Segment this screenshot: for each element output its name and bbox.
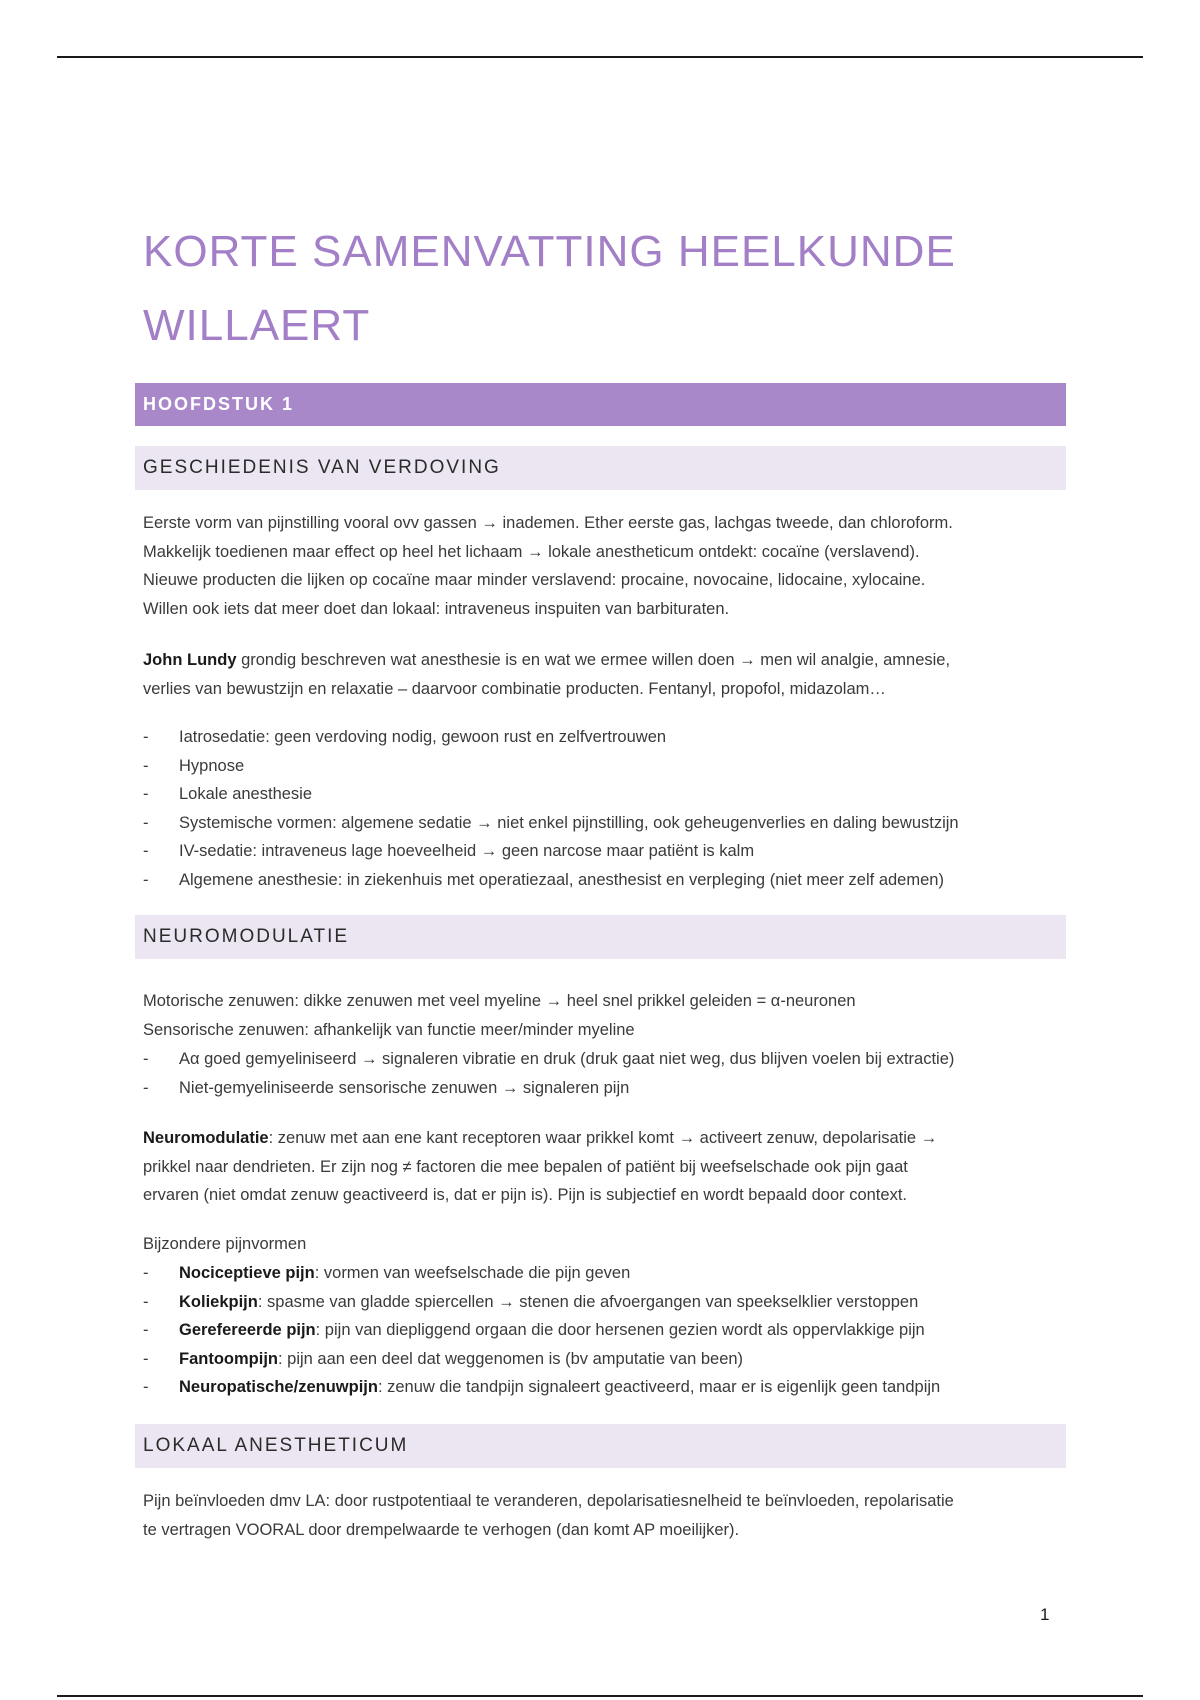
pain-term: Fantoompijn bbox=[179, 1349, 278, 1368]
text-line: Motorische zenuwen: dikke zenuwen met veel myeline → heel snel prikkel geleiden = α-neuronen bbox=[143, 992, 856, 1010]
text-line: Pijn beïnvloeden dmv LA: door rustpotentiaal te veranderen, depolarisatiesnelheid te beïnvloeden, repolarisatie bbox=[143, 1492, 954, 1510]
lokaal-paragraph bbox=[143, 1487, 1068, 1544]
text-line: Makkelijk toedienen maar effect op heel het lichaam → lokale anestheticum ontdekt: cocaïne (verslavend). bbox=[143, 542, 920, 561]
header-rule bbox=[57, 56, 1143, 58]
text-line: grondig beschreven wat anesthesie is en wat we ermee willen doen → men wil analgie, amnesie, bbox=[236, 651, 951, 669]
text-line: Sensorische zenuwen: afhankelijk van functie meer/minder myeline bbox=[143, 1020, 635, 1039]
lundy-paragraph bbox=[143, 646, 1068, 703]
pain-term: Gerefereerde pijn bbox=[179, 1321, 316, 1339]
list-item bbox=[143, 1373, 1073, 1402]
pain-description: : vormen van weefselschade die pijn geven bbox=[314, 1264, 631, 1282]
pain-description: : pijn van diepliggend orgaan die door hersenen gezien wordt als oppervlakkige pijn bbox=[315, 1321, 925, 1339]
list-item: - IV-sedatie: intraveneus lage hoeveelheid → geen narcose maar patiënt is kalm bbox=[143, 837, 1073, 866]
nerve-intro-paragraph bbox=[143, 987, 1068, 1044]
text-line: : zenuw met aan ene kant receptoren waar prikkel komt → activeert zenuw, depolarisatie → bbox=[268, 1129, 938, 1147]
text-line: verlies van bewustzijn en relaxatie – daarvoor combinatie producten. Fentanyl, propofol, midazolam… bbox=[143, 679, 886, 698]
list-item: - Hypnose bbox=[143, 752, 1073, 781]
list-item: - Lokale anesthesie bbox=[143, 780, 1073, 809]
pain-forms-list bbox=[143, 1259, 1073, 1402]
page-number: 1 bbox=[1040, 1605, 1050, 1624]
nerve-list bbox=[143, 1045, 1073, 1102]
definition-term: Neuromodulatie bbox=[143, 1129, 269, 1147]
pain-description: : spasme van gladde spiercellen → stenen die afvoergangen van speekselklier verstoppen bbox=[257, 1292, 919, 1311]
list-item: - Iatrosedatie: geen verdoving nodig, gewoon rust en zelfvertrouwen bbox=[143, 723, 1073, 752]
geschiedenis-paragraph bbox=[143, 509, 1068, 623]
section-heading-lokaal-anestheticum: LOKAAL ANESTHETICUM bbox=[135, 1424, 1066, 1468]
chapter-heading: HOOFDSTUK 1 bbox=[135, 383, 1066, 426]
list-item: - Niet-gemyeliniseerde sensorische zenuwen → signaleren pijn bbox=[143, 1074, 1073, 1103]
document-title bbox=[143, 215, 1073, 363]
list-item bbox=[143, 1259, 1073, 1288]
neuromodulatie-definition bbox=[143, 1124, 1068, 1210]
title-line-1: KORTE SAMENVATTING HEELKUNDE bbox=[143, 227, 956, 276]
footer-rule bbox=[57, 1695, 1143, 1697]
lundy-name: John Lundy bbox=[143, 651, 237, 669]
sedation-list bbox=[143, 723, 1073, 894]
list-item: - Algemene anesthesie: in ziekenhuis met operatiezaal, anesthesist en verpleging (niet meer zelf ademen) bbox=[143, 866, 1073, 895]
list-item bbox=[143, 1288, 1073, 1317]
pain-term: Koliekpijn bbox=[179, 1292, 258, 1311]
text-line: Eerste vorm van pijnstilling vooral ovv gassen → inademen. Ether eerste gas, lachgas tweede, dan chloroform. bbox=[143, 514, 953, 532]
list-item: - Aα goed gemyeliniseerd → signaleren vibratie en druk (druk gaat niet weg, dus blijven voelen bij extractie) bbox=[143, 1045, 1073, 1074]
text-line: te vertragen VOORAL door drempelwaarde te verhogen (dan komt AP moeilijker). bbox=[143, 1520, 740, 1539]
text-line: prikkel naar dendrieten. Er zijn nog ≠ factoren die mee bepalen of patiënt bij weefselschade ook pijn gaat bbox=[143, 1157, 908, 1176]
pain-term: Neuropatische/zenuwpijn bbox=[179, 1378, 378, 1396]
pain-forms-intro: Bijzondere pijnvormen bbox=[143, 1235, 307, 1253]
pain-term: Nociceptieve pijn bbox=[179, 1264, 315, 1282]
text-line: Nieuwe producten die lijken op cocaïne maar minder verslavend: procaine, novocaine, lidocaine, xylocaine. bbox=[143, 571, 926, 589]
list-item bbox=[143, 1345, 1073, 1374]
title-line-2: WILLAERT bbox=[143, 301, 371, 350]
text-line: ervaren (niet omdat zenuw geactiveerd is, dat er pijn is). Pijn is subjectief en wordt bepaald door context. bbox=[143, 1186, 907, 1204]
pain-description: : zenuw die tandpijn signaleert geactiveerd, maar er is eigenlijk geen tandpijn bbox=[377, 1378, 941, 1396]
list-item bbox=[143, 1316, 1073, 1345]
section-heading-neuromodulatie: NEUROMODULATIE bbox=[135, 915, 1066, 959]
text-line: Willen ook iets dat meer doet dan lokaal: intraveneus inspuiten van barbituraten. bbox=[143, 599, 730, 618]
pain-description: : pijn aan een deel dat weggenomen is (bv amputatie van been) bbox=[277, 1349, 744, 1368]
section-heading-geschiedenis: GESCHIEDENIS VAN VERDOVING bbox=[135, 446, 1066, 490]
list-item: - Systemische vormen: algemene sedatie → niet enkel pijnstilling, ook geheugenverlies en daling bewustzijn bbox=[143, 809, 1073, 838]
